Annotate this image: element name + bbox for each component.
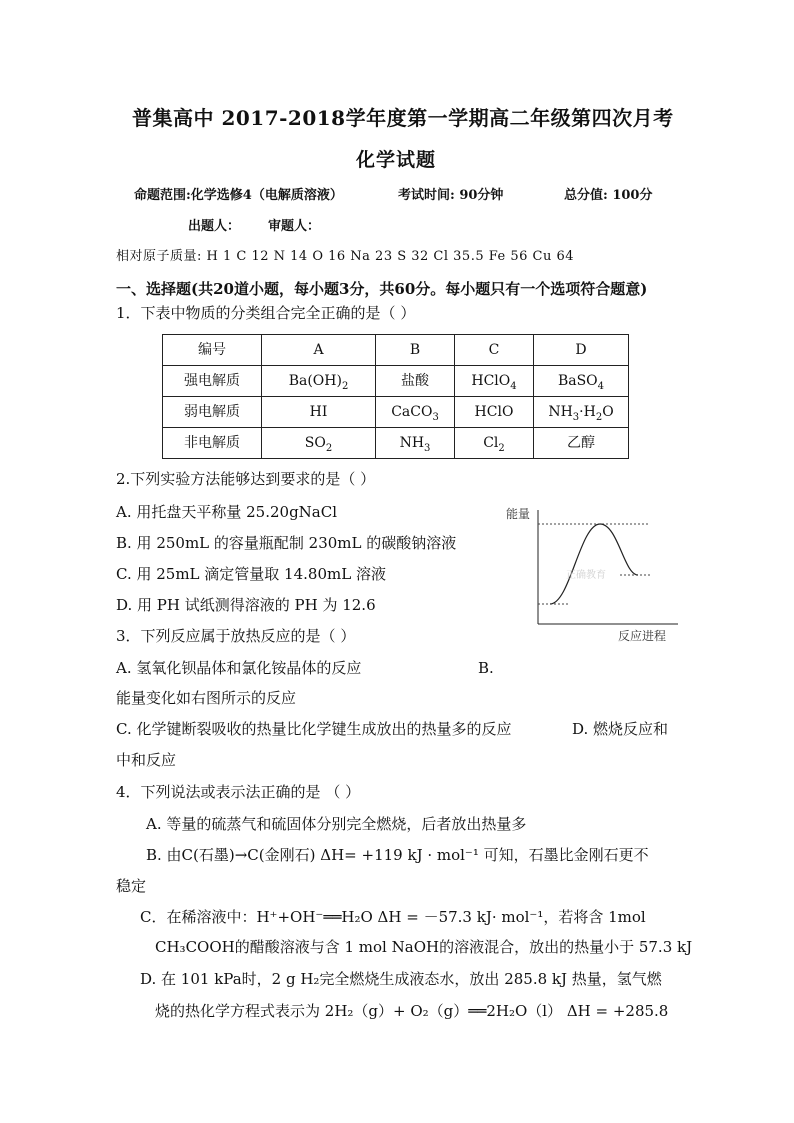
table-cell: 盐酸 <box>376 366 455 397</box>
question-3-option-d-cont: 中和反应 <box>116 751 177 769</box>
table-header-cell: C <box>455 335 534 366</box>
reaction-progress-label: 反应进程 <box>618 629 667 643</box>
table-cell: $SO_2$ <box>262 428 376 459</box>
classification-table <box>162 334 629 459</box>
question-3-option-b-label: B. <box>478 659 494 677</box>
table-cell: BaSO$_4$ <box>534 366 629 397</box>
table-row <box>163 397 629 428</box>
question-2-option-b: B. 用 250mL 的容量瓶配制 230mL 的碳酸钠溶液 <box>116 534 457 552</box>
table-header-cell: D <box>534 335 629 366</box>
question-2-option-c: C. 用 25mL 滴定管量取 14.80mL 溶液 <box>116 565 386 583</box>
table-row-label: 强电解质 <box>163 366 262 397</box>
question-3-option-d: D. 燃烧反应和 <box>572 720 669 738</box>
exam-scope: 命题范围:化学选修4（电解质溶液） <box>134 188 343 203</box>
table-header-cell: A <box>262 335 376 366</box>
question-2-option-d: D. 用 PH 试纸测得溶液的 PH 为 12.6 <box>116 596 376 614</box>
atomic-masses: 相对原子质量: H 1 C 12 N 14 O 16 Na 23 S 32 Cl 35.5 Fe 56 Cu 64 <box>116 249 575 264</box>
table-cell: $Ba(OH)_2$ <box>262 366 376 397</box>
question-4-option-b: B. 由C(石墨)→C(金刚石) ΔH= +119 kJ · mol⁻¹ 可知，石墨比金刚石更不 <box>146 846 649 864</box>
question-4-option-d-cont: 烧的热化学方程式表示为 2H₂（g）+ O₂（g）══2H₂O（l） ΔH = +285.8 <box>155 1002 669 1020</box>
question-4-option-d: D. 在 101 kPa时，2 g H₂完全燃烧生成液态水，放出 285.8 kJ 热量，氢气燃 <box>140 970 662 988</box>
exam-title: 普集高中 2017-2018学年度第一学期高二年级第四次月考 <box>132 106 674 130</box>
exam-total-score: 总分值: 100分 <box>564 188 653 203</box>
exam-time: 考试时间: 90分钟 <box>398 188 504 203</box>
table-row <box>163 428 629 459</box>
question-2-option-a: A. 用托盘天平称量 25.20gNaCl <box>116 503 338 521</box>
table-row-label: 非电解质 <box>163 428 262 459</box>
question-3-option-c: C. 化学键断裂吸收的热量比化学键生成放出的热量多的反应 <box>116 720 512 738</box>
table-cell: HClO$_4$ <box>455 366 534 397</box>
exam-reviewer: 审题人： <box>268 219 321 234</box>
question-4-stem: 4．下列说法或表示法正确的是 （ ） <box>116 783 361 801</box>
energy-diagram <box>500 500 690 650</box>
table-cell: HClO <box>455 397 534 428</box>
table-cell: 乙醇 <box>534 428 629 459</box>
section-heading: 一、选择题(共20道小题，每小题3分，共60分。每小题只有一个选项符合题意) <box>116 280 648 298</box>
table-header-cell: B <box>376 335 455 366</box>
table-row <box>163 366 629 397</box>
question-3-stem: 3．下列反应属于放热反应的是（ ） <box>116 627 356 645</box>
question-3-option-a: A. 氢氧化钡晶体和氯化铵晶体的反应 <box>116 659 362 677</box>
question-3-option-b-text: 能量变化如右图所示的反应 <box>116 689 297 707</box>
table-cell: HI <box>262 397 376 428</box>
table-cell: $Cl_2$ <box>455 428 534 459</box>
table-cell: CaCO$_3$ <box>376 397 455 428</box>
question-1-stem: 1．下表中物质的分类组合完全正确的是（ ） <box>116 304 416 322</box>
energy-axis-label: 能量 <box>506 507 531 521</box>
question-4-option-b-cont: 稳定 <box>116 877 147 895</box>
table-row-label: 弱电解质 <box>163 397 262 428</box>
table-header-cell: 编号 <box>163 335 262 366</box>
energy-curve <box>550 524 638 604</box>
question-4-option-c-cont: CH₃COOH的醋酸溶液与含 1 mol NaOH的溶液混合，放出的热量小于 57.3 kJ <box>155 938 693 956</box>
watermark-text: 正确教育 <box>566 570 606 581</box>
exam-author: 出题人： <box>188 219 241 234</box>
table-header-row <box>163 335 629 366</box>
question-4-option-c: C．在稀溶液中：H⁺+OH⁻══H₂O ΔH = －57.3 kJ· mol⁻¹，若将含 1mol <box>140 908 646 926</box>
table-cell: $NH_3$ <box>376 428 455 459</box>
question-4-option-a: A. 等量的硫蒸气和硫固体分别完全燃烧，后者放出热量多 <box>146 815 527 833</box>
exam-subtitle: 化学试题 <box>356 149 437 171</box>
question-2-stem: 2.下列实验方法能够达到要求的是（ ） <box>116 470 376 488</box>
table-cell: $NH_3\cdot H_2O$ <box>534 397 629 428</box>
